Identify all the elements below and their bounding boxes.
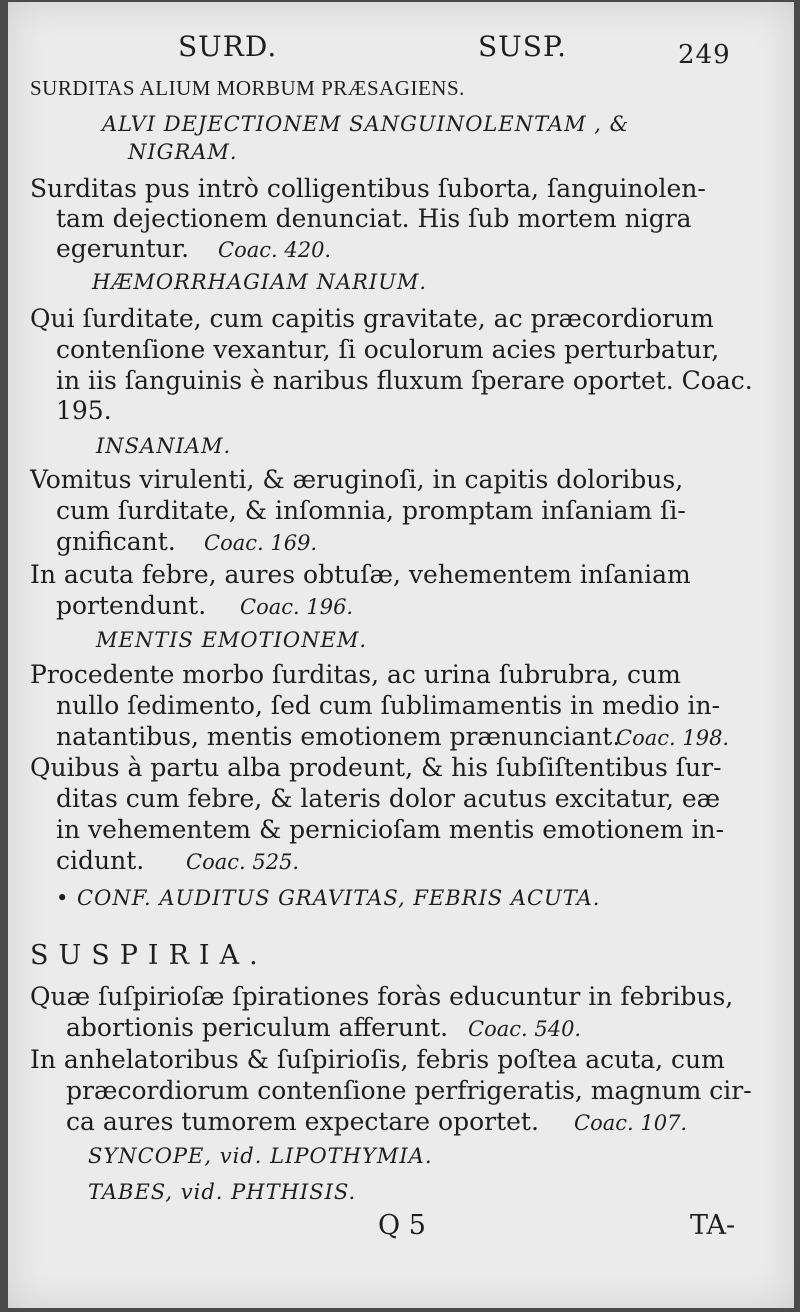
paragraph-line: contenſione vexantur, ſi oculorum acies perturbatur, [56,335,720,364]
citation: Coac. 169. [204,531,318,555]
citation: Coac. 196. [240,595,354,619]
citation: Coac. 107. [574,1111,688,1135]
citation: Coac. 420. [218,238,332,262]
paragraph-line: Vomitus virulenti, & æruginoſi, in capitis doloribus, [30,465,684,494]
cross-reference: SYNCOPE, vid. LIPOTHYMIA. [88,1144,433,1168]
citation: Coac. 525. [186,850,300,874]
paragraph-line: in vehementem & pernicioſam mentis emotionem in- [56,815,725,844]
paragraph-line: Quibus à partu alba prodeunt, & his ſubſiſtentibus ſur- [30,753,722,782]
section-heading: SURDITAS ALIUM MORBUM PRÆSAGIENS. [30,76,465,100]
paragraph-line: cidunt. [56,846,145,875]
section-heading-suspiria: SUSPIRIA. [30,940,268,971]
paragraph-line: Quæ ſuſpirioſæ ſpirationes foràs educuntur in febribus, [30,982,734,1011]
paragraph-line: portendunt. [56,591,207,620]
subheading-line: NIGRAM. [128,140,238,164]
paragraph-line: abortionis periculum afferunt. [66,1013,449,1042]
paragraph-line: ca aures tumorem expectare oportet. [66,1107,539,1136]
running-head-right: SUSP. [478,30,568,63]
paragraph-line: Surditas pus intrò colligentibus ſuborta, ſanguinolen- [30,174,706,203]
paragraph-line: In acuta febre, aures obtuſæ, vehementem inſaniam [30,560,691,589]
paragraph-line: in iis ſanguinis è naribus fluxum ſperare oportet. Coac. [56,366,753,395]
citation: Coac. 540. [468,1017,582,1041]
subheading-line: INSANIAM. [96,434,232,458]
catchword: TA- [690,1210,736,1241]
paragraph-line: tam dejectionem denunciat. His ſub mortem nigra [56,204,692,233]
running-head-left: SURD. [178,30,278,63]
cross-reference: TABES, vid. PHTHISIS. [88,1180,357,1204]
subheading-line: HÆMORRHAGIAM NARIUM. [92,270,428,294]
paragraph-line: cum ſurditate, & inſomnia, promptam inſaniam ſi- [56,496,686,525]
paragraph-line: natantibus, mentis emotionem prænunciant. [56,722,621,751]
paragraph-line: egeruntur. [56,234,190,263]
paragraph-line: Procedente morbo ſurditas, ac urina ſubrubra, cum [30,660,681,689]
subheading-line: ALVI DEJECTIONEM SANGUINOLENTAM , & [102,112,630,136]
paragraph-line: præcordiorum contenſione perfrigeratis, magnum cir- [66,1076,752,1105]
subheading-line: MENTIS EMOTIONEM. [96,628,368,652]
citation: Coac. 198. [616,726,730,750]
paragraph-line: gnificant. [56,527,176,556]
page [8,2,794,1308]
paragraph-line: Qui ſurditate, cum capitis gravitate, ac præcordiorum [30,304,714,333]
paragraph-line: nullo ſedimento, ſed cum ſublimamentis in medio in- [56,691,721,720]
page-number: 249 [678,40,731,70]
signature-mark: Q 5 [378,1210,426,1241]
cross-reference: • CONF. AUDITUS GRAVITAS, FEBRIS ACUTA. [56,886,601,910]
paragraph-line: 195. [56,396,112,425]
paragraph-line: ditas cum febre, & lateris dolor acutus excitatur, eæ [56,784,721,813]
paragraph-line: In anhelatoribus & ſuſpirioſis, febris poſtea acuta, cum [30,1045,725,1074]
